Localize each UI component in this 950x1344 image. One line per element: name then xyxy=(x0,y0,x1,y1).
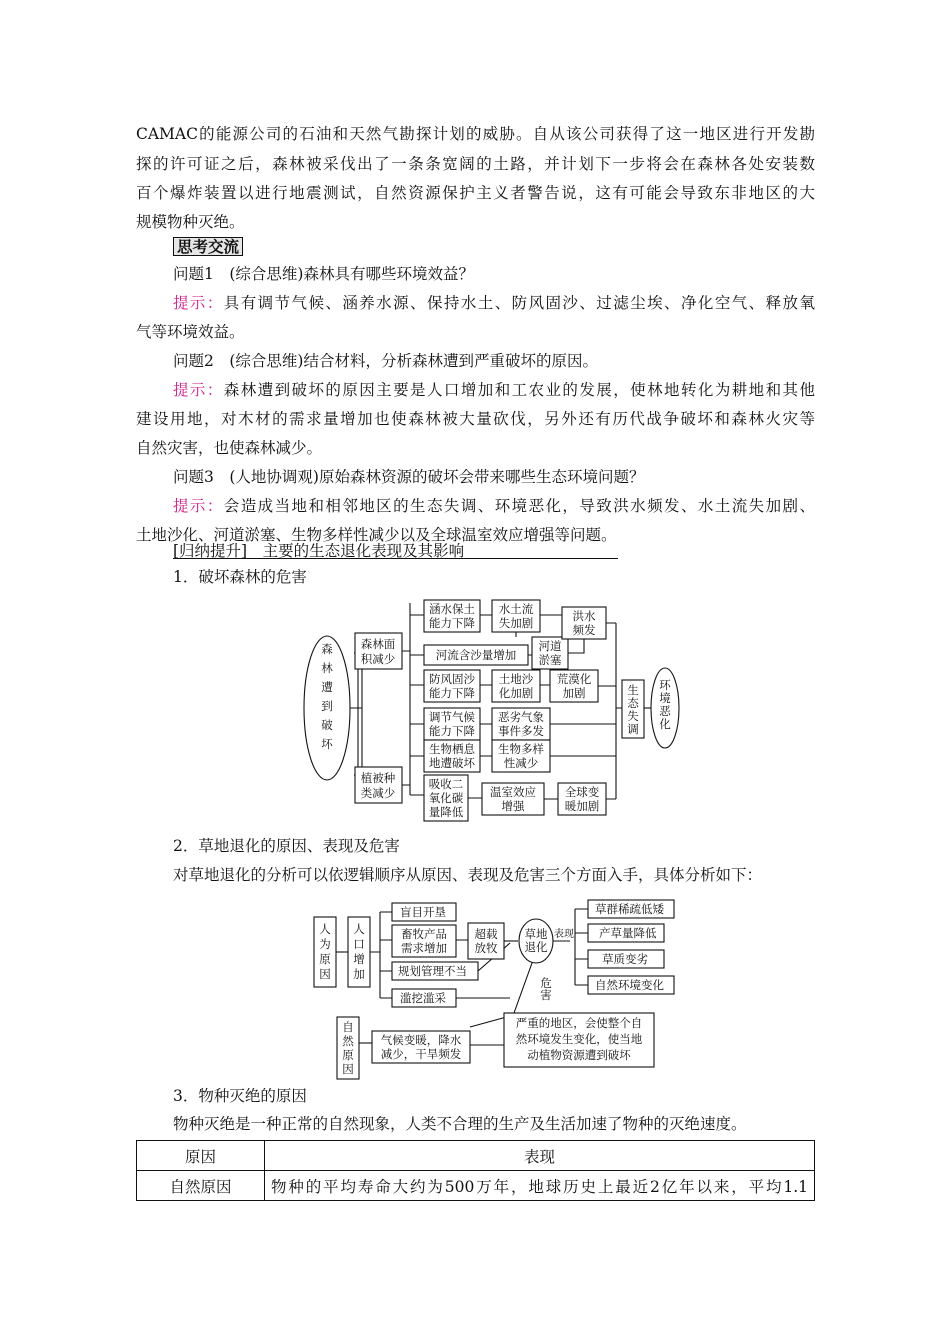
harm-line: 然环境发生变化，使当地 xyxy=(515,1032,643,1046)
intro-line-2: 探的许可证之后，森林被采伐出了一条条宽阔的土路，并计划下一步将会在森林各处安装数 xyxy=(136,155,815,173)
wind-capacity-line: 防风固沙 xyxy=(429,672,475,686)
overgrazing-line: 放牧 xyxy=(474,941,498,955)
flood-line: 洪水 xyxy=(572,609,596,623)
branch-species-line: 植被种 xyxy=(360,771,396,785)
warming-line: 全球变 xyxy=(564,785,600,799)
manifest-label: 表现 xyxy=(554,929,574,940)
livestock-demand-line: 需求增加 xyxy=(401,941,447,955)
natural-cause-line: 自 xyxy=(342,1020,354,1034)
answer-2-line-2: 建设用地，对木材的需求量增加也使森林被大量砍伐，另外还有历代战争破坏和森林火灾等 xyxy=(136,410,815,428)
branch-area-line: 积减少 xyxy=(360,652,396,666)
wind-capacity-line: 能力下降 xyxy=(429,686,475,700)
think-exchange-tag: 思考交流 xyxy=(173,237,243,257)
human-cause-line: 人 xyxy=(319,922,331,936)
soil-loss-line: 失加剧 xyxy=(498,616,534,630)
greenhouse-line: 增强 xyxy=(501,799,525,813)
intro-line-3: 百个爆炸装置以进行地震测试，自然资源保护主义者警告说，这有可能会导致东非地区的大 xyxy=(136,184,815,202)
intro-line-1: CAMAC的能源公司的石油和天然气勘探计划的威胁。自从该公司获得了这一地区进行开发勘 xyxy=(136,125,815,143)
natural-cause-line: 然 xyxy=(342,1034,354,1048)
imbalance-line: 调 xyxy=(627,722,639,736)
extinction-table xyxy=(136,1140,815,1201)
natural-cause-line: 原 xyxy=(342,1048,354,1062)
over-dig-text: 滥挖滥采 xyxy=(400,991,446,1005)
biodiversity-line: 性减少 xyxy=(503,756,539,770)
river-silt-line: 淤塞 xyxy=(538,653,562,667)
root-char-line: 破 xyxy=(321,718,333,732)
answer-2-line-1: 提示：森林遭到破坏的原因主要是人口增加和工农业的发展，使林地转化为耕地和其他 xyxy=(173,381,815,399)
answer-1-line-2: 气等环境效益。 xyxy=(136,323,245,341)
section-1-title: 1．破坏森林的危害 xyxy=(173,568,307,586)
env-worse-line: 环 xyxy=(659,678,671,692)
forest-damage-diagram xyxy=(300,595,690,825)
section-3-title: 3．物种灭绝的原因 xyxy=(173,1087,307,1105)
climate-line: 减少，干旱频发 xyxy=(380,1047,462,1061)
climate-line: 气候变暖，降水 xyxy=(380,1033,462,1047)
livestock-demand-line: 畜牧产品 xyxy=(401,927,447,941)
root-char-line: 遭 xyxy=(321,680,333,694)
population-line: 增 xyxy=(353,952,365,966)
human-cause-line: 为 xyxy=(319,937,331,951)
table-cell-manifest: 物种的平均寿命大约为500万年，地球历史上最近2亿年以来，平均1.1 xyxy=(265,1171,815,1201)
branch-area-line: 森林面 xyxy=(360,637,396,651)
root-char-line: 林 xyxy=(321,661,333,675)
env-change-text: 自然环境变化 xyxy=(595,978,664,992)
question-1: 问题1 (综合思维)森林具有哪些环境效益？ xyxy=(173,265,474,283)
quality-down-text: 草质变劣 xyxy=(602,952,648,966)
water-capacity-line: 能力下降 xyxy=(429,616,475,630)
habitat-line: 地遭破坏 xyxy=(429,756,475,770)
env-worse-line: 化 xyxy=(659,717,671,731)
question-2: 问题2 (综合思维)结合材料，分析森林遭到严重破坏的原因。 xyxy=(173,352,598,370)
hint-label: 提示： xyxy=(173,381,224,399)
root-char-line: 到 xyxy=(321,699,333,713)
answer-3-line-2: 土地沙化、河道淤塞、生物多样性减少以及全球温室效应增强等问题。 xyxy=(136,526,617,544)
overgrazing-line: 超载 xyxy=(474,927,498,941)
imbalance-line: 生 xyxy=(627,683,639,697)
branch-species-line: 类减少 xyxy=(360,786,396,800)
water-capacity-line: 涵水保土 xyxy=(429,602,475,616)
imbalance-line: 失 xyxy=(627,709,639,723)
co2-line: 吸收二 xyxy=(428,777,464,791)
env-worse-line: 境 xyxy=(659,691,671,705)
section-3-intro: 物种灭绝是一种正常的自然现象，人类不合理的生产及生活加速了物种的灭绝速度。 xyxy=(173,1115,747,1133)
natural-cause-line: 因 xyxy=(342,1062,354,1076)
sparse-text: 草群稀疏低矮 xyxy=(595,902,664,916)
desertification-line: 化加剧 xyxy=(498,686,534,700)
flood-line: 频发 xyxy=(572,623,596,637)
table-row xyxy=(137,1171,815,1201)
harm-label-line: 危 xyxy=(540,976,552,990)
yield-down-text: 产草量降低 xyxy=(599,926,657,940)
river-sand-line: 河流含沙量增加 xyxy=(435,648,517,662)
question-3: 问题3 (人地协调观)原始森林资源的破坏会带来哪些生态环境问题？ xyxy=(173,468,645,486)
summary-heading: [归纳提升] 主要的生态退化表现及其影响 xyxy=(173,542,465,560)
table-header-manifest: 表现 xyxy=(265,1141,815,1171)
desertification-line: 土地沙 xyxy=(498,672,534,686)
desert-exp-line: 加剧 xyxy=(562,686,586,700)
climate-capacity-line: 调节气候 xyxy=(429,710,475,724)
greenhouse-line: 温室效应 xyxy=(490,785,536,799)
grassland-degradation-diagram xyxy=(300,895,680,1080)
soil-loss-line: 水土流 xyxy=(498,602,534,616)
poor-management-text: 规划管理不当 xyxy=(398,964,467,978)
harm-line: 动植物资源遭到破坏 xyxy=(527,1048,631,1062)
table-header-row xyxy=(137,1141,815,1171)
table-header-cause: 原因 xyxy=(137,1141,265,1171)
degradation-line: 草地 xyxy=(524,927,548,941)
imbalance-line: 态 xyxy=(627,696,639,710)
answer-1-line-1: 提示：具有调节气候、涵养水源、保持水土、防风固沙、过滤尘埃、净化空气、释放氧 xyxy=(173,294,815,312)
human-cause-line: 因 xyxy=(319,967,331,981)
blind-reclaim-text: 盲目开垦 xyxy=(400,905,446,919)
section-2-title: 2．草地退化的原因、表现及危害 xyxy=(173,837,400,855)
degradation-line: 退化 xyxy=(524,940,548,954)
human-cause-line: 原 xyxy=(319,952,331,966)
climate-capacity-line: 能力下降 xyxy=(429,724,475,738)
warming-line: 暖加剧 xyxy=(564,799,600,813)
summary-underline xyxy=(173,558,618,559)
population-line: 人 xyxy=(353,922,365,936)
co2-line: 量降低 xyxy=(428,805,464,819)
biodiversity-line: 生物多样 xyxy=(498,742,544,756)
answer-2-line-3: 自然灾害，也使森林减少。 xyxy=(136,439,323,457)
co2-line: 氧化碳 xyxy=(428,791,464,805)
hint-label: 提示： xyxy=(173,294,224,312)
river-silt-line: 河道 xyxy=(538,639,562,653)
section-2-intro: 对草地退化的分析可以依逻辑顺序从原因、表现及危害三个方面入手，具体分析如下： xyxy=(173,866,763,884)
env-worse-line: 恶 xyxy=(659,704,671,718)
hint-label: 提示： xyxy=(173,497,224,515)
harm-label-line: 害 xyxy=(540,988,552,1002)
bad-weather-line: 事件多发 xyxy=(498,724,544,738)
intro-line-4: 规模物种灭绝。 xyxy=(136,213,245,231)
root-char-line: 坏 xyxy=(321,737,333,751)
answer-3-line-1: 提示：会造成当地和相邻地区的生态失调、环境恶化，导致洪水频发、水土流失加剧、 xyxy=(173,497,815,515)
root-char-line: 森 xyxy=(321,642,333,656)
habitat-line: 生物栖息 xyxy=(429,742,475,756)
bad-weather-line: 恶劣气象 xyxy=(498,710,544,724)
population-line: 口 xyxy=(353,937,365,951)
harm-line: 严重的地区，会使整个自 xyxy=(515,1016,643,1030)
population-line: 加 xyxy=(353,967,365,981)
desert-exp-line: 荒漠化 xyxy=(556,672,592,686)
table-cell-cause: 自然原因 xyxy=(137,1171,265,1201)
